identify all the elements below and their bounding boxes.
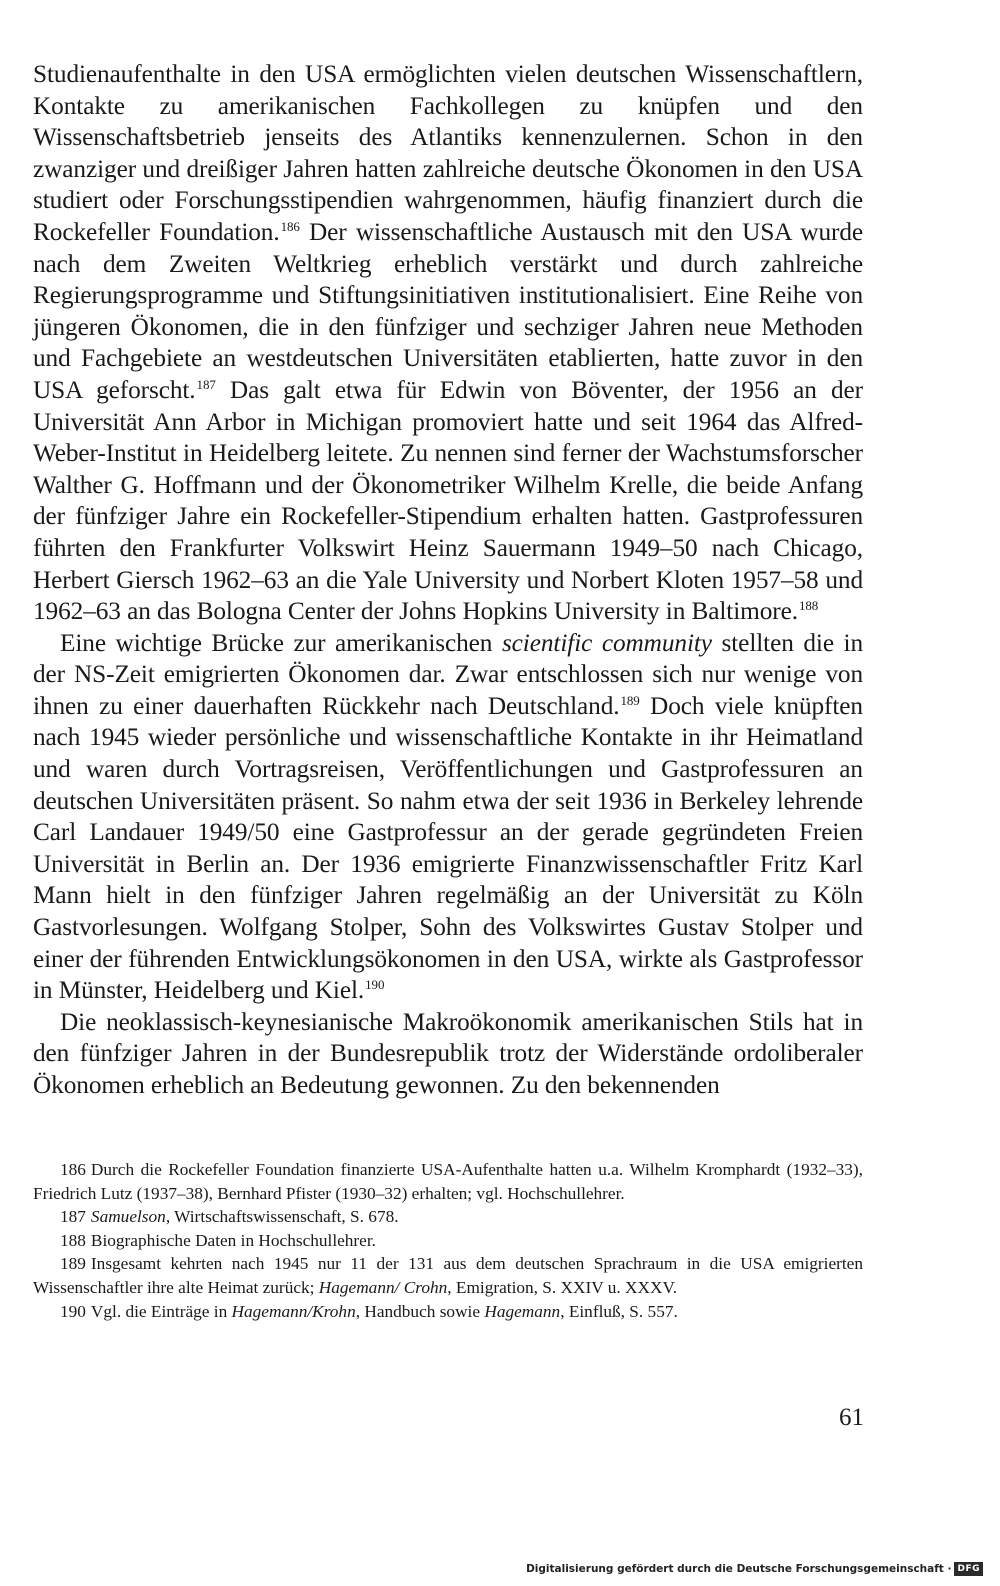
paragraph-text: Eine wichtige Brücke zur amerikanischen <box>60 628 502 657</box>
footnote-number: 189 <box>60 1254 86 1274</box>
paragraph-text: stellten die in der NS-Zeit emigrierten Ökonomen dar. Zwar entschlossen sich nur wenige von ihnen zu einer dauerhaften Rückkehr nach Deutschland. <box>33 628 864 720</box>
body-text <box>33 59 863 1102</box>
footnotes <box>33 1158 863 1323</box>
footnote-text: , Handbuch sowie <box>355 1301 485 1321</box>
footnote-author: Samuelson <box>90 1207 166 1227</box>
footnote-text: Durch die Rockefeller Foundation finanzierte USA-Aufenthalte hatten u.a. Wilhelm Kromphardt (1932–33), Friedrich Lutz (1937–38), Bernhard Pfister (1930–32) erhalten; vgl. Hochschullehrer. <box>33 1160 863 1203</box>
footnote-text: , Emigration, S. XXIV u. XXXV. <box>447 1277 678 1297</box>
footnote-number: 188 <box>60 1230 86 1250</box>
paragraph-text: Die neoklassisch-keynesianische Makroökonomik amerikanischen Stils hat in den fünfziger Jahren in der Bundesrepublik trotz der Widerstände ordoliberaler Ökonomen erheblich an Bedeutung gewonnen. Zu den bekennenden <box>33 1007 863 1099</box>
digitization-credit <box>526 1558 983 1580</box>
footnote-ref[interactable]: 189 <box>620 692 640 708</box>
footnote-ref[interactable]: 188 <box>798 598 819 614</box>
dfg-logo-icon: DFG <box>954 1562 983 1576</box>
footnote-188 <box>33 1229 863 1253</box>
footnote-number: 187 <box>60 1207 86 1227</box>
footnote-189 <box>33 1252 863 1299</box>
footnote-number: 190 <box>60 1301 86 1321</box>
paragraph-text: Der wissenschaftliche Austausch mit den USA wurde nach dem Zweiten Weltkrieg erheblich verstärkt und durch zahlreiche Regierungsprogramme und Stiftungsinitiativen institutionalisiert. Eine Reihe von jüngeren Ökonomen, die in den fünfziger und sechziger Jahren neue Methoden und Fachgebiete an westdeutschen Universitäten etablierten, hatte zuvor in den USA geforscht. <box>33 217 863 404</box>
paragraph-3 <box>33 1007 863 1102</box>
footnote-ref[interactable]: 187 <box>196 376 216 392</box>
footnote-text: , Wirtschaftswissenschaft, S. 678. <box>165 1207 399 1227</box>
footnote-author: Hagemann/ Crohn <box>318 1277 448 1297</box>
paragraph-2 <box>33 628 863 1007</box>
footnote-number: 186 <box>60 1160 86 1179</box>
paragraph-1 <box>33 59 863 628</box>
paragraph-text: Das galt etwa für Edwin von Böventer, der 1956 an der Universität Ann Arbor in Michigan promoviert hatte und seit 1964 das Alfred-Weber-Institut in Heidelberg leitete. Zu nennen sind ferner der Wachstumsforscher Walther G. Hoffmann und der Ökonometriker Wilhelm Krelle, die beide Anfang der fünfziger Jahre ein Rockefeller-Stipendium erhalten hatten. Gastprofessuren führten den Frankfurter Volkswirt Heinz Sauermann 1949–50 nach Chicago, Herbert Giersch 1962–63 an die Yale University und Norbert Kloten 1957–58 und 1962–63 an das Bologna Center der Johns Hopkins University in Baltimore. <box>33 375 863 626</box>
footnote-text: , Einfluß, S. 557. <box>560 1301 678 1321</box>
footnote-text: Vgl. die Einträge in <box>90 1301 232 1321</box>
footnote-187 <box>33 1205 863 1229</box>
italic-term: scientific community <box>501 628 712 657</box>
paragraph-text: Studienaufenthalte in den USA ermöglichten vielen deutschen Wissenschaftlern, Kontakte zu amerikanischen Fachkollegen zu knüpfen und den Wissenschaftsbetrieb jenseits des Atlantiks kennenzulernen. Schon in den zwanziger und dreißiger Jahren hatten zahlreiche deutsche Ökonomen in den USA studiert oder Forschungsstipendien wahrgenommen, häufig finanziert durch die Rockefeller Foundation. <box>33 60 863 246</box>
footnote-186 <box>33 1158 863 1205</box>
credit-text: Digitalisierung gefördert durch die Deutsche Forschungsgemeinschaft · <box>526 1563 952 1575</box>
footnote-author: Hagemann <box>484 1301 561 1321</box>
footnote-ref[interactable]: 186 <box>280 218 300 234</box>
paragraph-text: Doch viele knüpften nach 1945 wieder persönliche und wissenschaftliche Kontakte in ihr Heimatland und waren durch Vortragsreisen, Veröffentlichungen und Gastprofessuren an deutschen Universitäten präsent. So nahm etwa der seit 1936 in Berkeley lehrende Carl Landauer 1949/50 eine Gastprofessur an der gerade gegründeten Freien Universität in Berlin an. Der 1936 emigrierte Finanzwissenschaftler Fritz Karl Mann hielt in den fünfziger Jahren regelmäßig an der Universität zu Köln Gastvorlesungen. Wolfgang Stolper, Sohn des Volkswirtes Gustav Stolper und einer der führenden Entwicklungsökonomen in den USA, wirkte als Gastprofessor in Münster, Heidelberg und Kiel. <box>33 691 863 1005</box>
page-number: 61 <box>839 1404 864 1431</box>
footnote-ref[interactable]: 190 <box>365 977 385 993</box>
footnote-190 <box>33 1300 863 1324</box>
footnote-author: Hagemann/Krohn <box>231 1301 356 1321</box>
footnote-text: Insgesamt kehrten nach 1945 nur 11 der 131 aus dem deutschen Sprachraum in die USA emigrierten Wissenschaftler ihre alte Heimat zurück; <box>33 1254 863 1297</box>
footnote-text: Biographische Daten in Hochschullehrer. <box>90 1230 376 1250</box>
